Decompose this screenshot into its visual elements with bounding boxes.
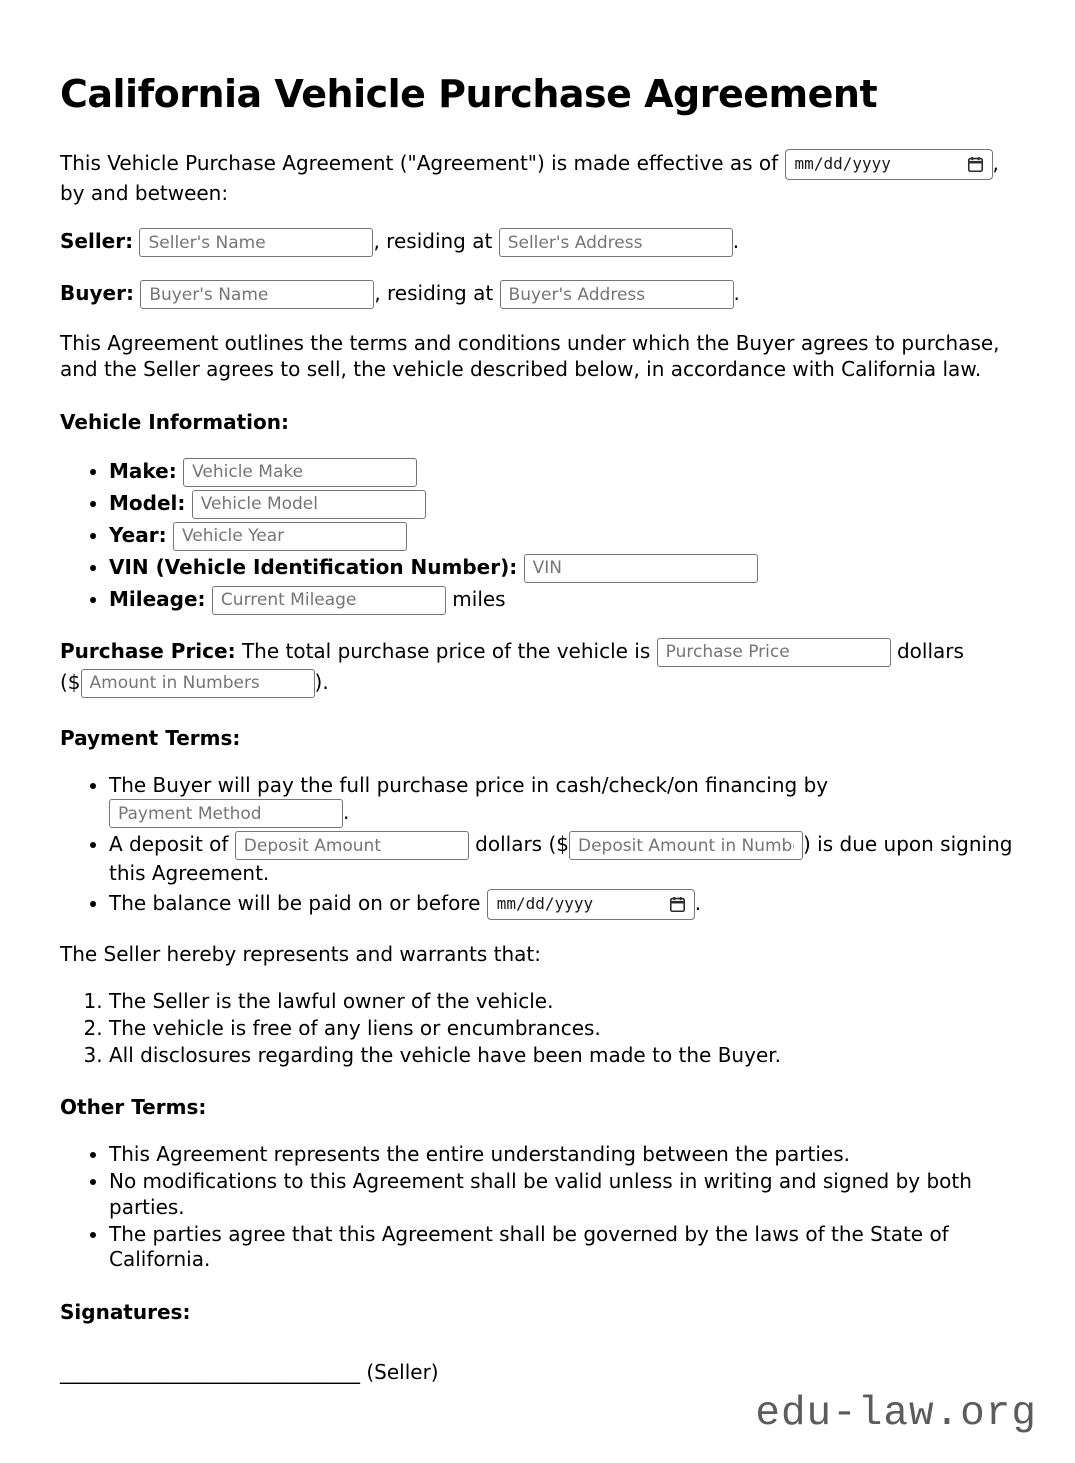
year-label: Year: <box>109 522 167 547</box>
paren-close-text: ). <box>314 669 329 694</box>
list-item <box>109 457 1015 488</box>
buyer-address-input[interactable] <box>500 280 734 309</box>
paren-open-text: ($ <box>60 669 81 694</box>
deposit-dollars-text: dollars <box>475 832 543 857</box>
list-item: • The parties agree that this Agreement shall be governed by the laws of the State of California. <box>109 1222 1015 1274</box>
list-item: 2. The vehicle is free of any liens or encumbrances. <box>109 1016 1015 1042</box>
vehicle-year-input[interactable] <box>173 522 407 551</box>
warranty-lead: The Seller hereby represents and warrants that: <box>60 942 541 967</box>
list-item <box>109 830 1015 887</box>
purchase-price-input[interactable] <box>657 638 891 667</box>
date-placeholder: mm/dd/yyyy <box>794 153 891 173</box>
signature-blank: ______________________________ <box>60 1359 360 1384</box>
vin-input[interactable] <box>524 554 758 583</box>
model-label: Model: <box>109 490 186 515</box>
page-title: California Vehicle Purchase Agreement <box>60 72 878 116</box>
mileage-input[interactable] <box>212 586 446 615</box>
deposit-paren-close: ) <box>803 832 811 857</box>
payment-method-text: The Buyer will pay the full purchase price in cash/check/on financing by <box>109 772 829 797</box>
signature-party-label: (Seller) <box>366 1359 439 1384</box>
seller-address-input[interactable] <box>499 228 733 257</box>
intro-text-after: , by and between: <box>60 150 999 205</box>
list-item <box>109 553 1015 584</box>
other-terms-heading: Other Terms: <box>60 1095 207 1120</box>
deposit-paren-open: ($ <box>548 832 569 857</box>
intro-paragraph <box>60 148 1015 207</box>
vin-label: VIN (Vehicle Identification Number): <box>109 554 518 579</box>
effective-date-input[interactable] <box>785 149 993 180</box>
deposit-text: A deposit of <box>109 832 229 857</box>
dollars-text: dollars <box>896 638 964 663</box>
overview-paragraph: This Agreement outlines the terms and conditions under which the Buyer agrees to purchase, and the Seller agrees to sell, the vehicle described below, in accordance with California law. <box>60 331 1000 382</box>
make-label: Make: <box>109 458 177 483</box>
vehicle-model-input[interactable] <box>192 490 426 519</box>
intro-text: This Vehicle Purchase Agreement ("Agreement") is made effective as of <box>60 150 779 175</box>
buyer-name-input[interactable] <box>140 280 374 309</box>
amount-in-numbers-input[interactable] <box>81 669 315 698</box>
list-item <box>109 489 1015 520</box>
seller-row-period: . <box>732 229 740 254</box>
purchase-price-paragraph <box>60 637 1015 699</box>
deposit-amount-input[interactable] <box>235 831 469 860</box>
list-item: 3. All disclosures regarding the vehicle have been made to the Buyer. <box>109 1043 1015 1069</box>
calendar-icon[interactable] <box>668 895 687 914</box>
list-item <box>109 585 1015 616</box>
payment-method-input[interactable] <box>109 799 343 828</box>
list-item <box>109 773 1015 830</box>
vehicle-info-heading: Vehicle Information: <box>60 409 289 434</box>
seller-residing-text: , residing at <box>373 229 493 254</box>
balance-date-input[interactable] <box>487 889 695 920</box>
list-item: • No modifications to this Agreement shall be valid unless in writing and signed by both parties. <box>109 1169 1015 1221</box>
purchase-price-text: The total purchase price of the vehicle is <box>241 638 651 663</box>
mileage-suffix: miles <box>452 586 506 611</box>
buyer-row-period: . <box>733 281 740 306</box>
list-item: • This Agreement represents the entire understanding between the parties. <box>109 1142 1015 1168</box>
date-placeholder: mm/dd/yyyy <box>496 894 594 914</box>
buyer-row <box>60 279 1015 310</box>
vehicle-make-input[interactable] <box>183 458 417 487</box>
watermark: edu-law.org <box>755 1391 1037 1438</box>
agreement-page <box>0 72 1075 1386</box>
balance-period: . <box>694 891 702 916</box>
seller-row <box>60 227 1015 258</box>
seller-label: Seller: <box>60 229 134 254</box>
signatures-heading: Signatures: <box>60 1300 191 1325</box>
payment-terms-heading: Payment Terms: <box>60 725 241 750</box>
list-item <box>109 521 1015 552</box>
list-item: 1. The Seller is the lawful owner of the vehicle. <box>109 989 1015 1015</box>
vehicle-info-list <box>60 457 1015 616</box>
deposit-due-text: is due upon signing this Agreement. <box>109 832 1013 886</box>
payment-method-period: . <box>343 800 350 825</box>
payment-terms-list <box>60 773 1015 922</box>
mileage-label: Mileage: <box>109 586 206 611</box>
list-item <box>109 888 1015 921</box>
warranty-list <box>60 989 1015 1068</box>
balance-text: The balance will be paid on or before <box>109 891 481 916</box>
purchase-price-label: Purchase Price: <box>60 638 236 663</box>
seller-name-input[interactable] <box>139 228 373 257</box>
other-terms-list <box>60 1142 1015 1273</box>
buyer-label: Buyer: <box>60 281 134 306</box>
calendar-icon[interactable] <box>966 155 985 174</box>
seller-signature-line <box>60 1360 1015 1386</box>
deposit-amount-numbers-input[interactable] <box>569 831 803 860</box>
buyer-residing-text: , residing at <box>374 281 494 306</box>
